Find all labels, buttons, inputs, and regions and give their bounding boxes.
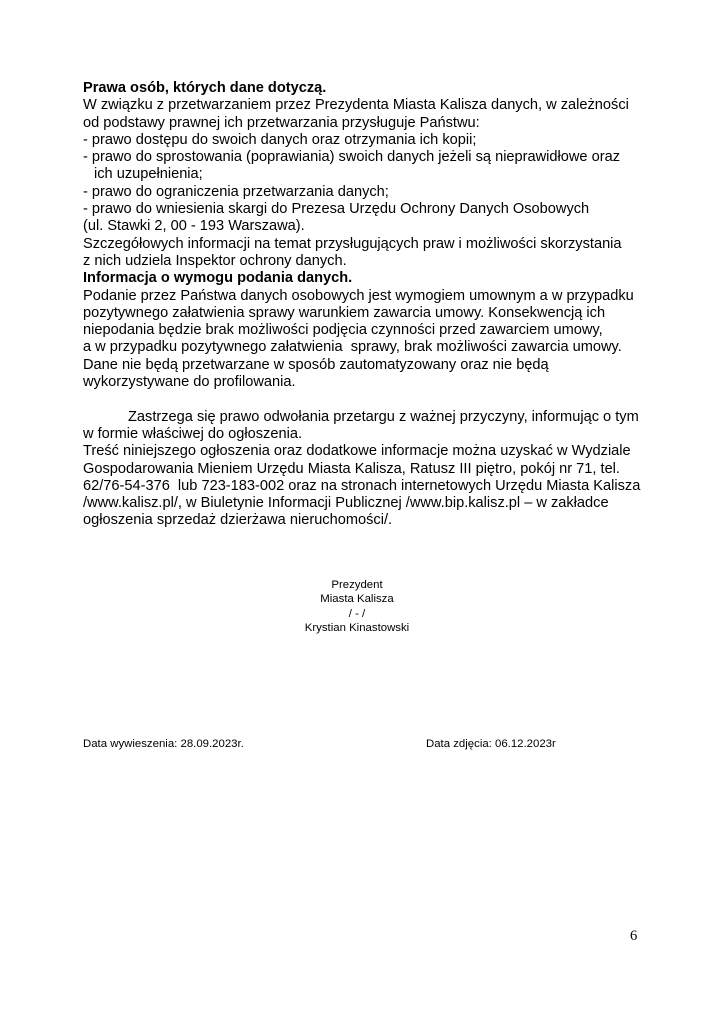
notice-line: Gospodarowania Mieniem Urzędu Miasta Kalisza, Ratusz III piętro, pokój nr 71, tel. (83, 460, 620, 477)
rights-list-item: - prawo do ograniczenia przetwarzania danych; (83, 183, 389, 200)
notice-line: w formie właściwej do ogłoszenia. (83, 425, 302, 442)
rights-heading: Prawa osób, których dane dotyczą. (83, 80, 327, 96)
rights-line: W związku z przetwarzaniem przez Prezydenta Miasta Kalisza danych, w zależności (83, 97, 629, 114)
posting-date: Data wywieszenia: 28.09.2023r. (83, 738, 244, 750)
notice-line: 62/76-54-376 lub 723-183-002 oraz na stronach internetowych Urzędu Miasta Kalisza (83, 477, 641, 494)
requirement-line: wykorzystywane do profilowania. (83, 374, 296, 391)
requirement-line: Dane nie będą przetwarzane w sposób zautomatyzowany oraz nie będą (83, 356, 549, 373)
rights-line: (ul. Stawki 2, 00 - 193 Warszawa). (83, 218, 305, 235)
notice-line: Treść niniejszego ogłoszenia oraz dodatkowe informacje można uzyskać w Wydziale (83, 443, 631, 460)
rights-list-item-continuation: ich uzupełnienia; (94, 166, 203, 183)
signature-name: Krystian Kinastowski (304, 622, 410, 635)
paragraph-spacer (83, 391, 663, 408)
signature-city: Miasta Kalisza (320, 593, 394, 606)
rights-list-item: - prawo do sprostowania (poprawiania) swoich danych jeżeli są nieprawidłowe oraz (83, 149, 620, 166)
notice-line: ogłoszenia sprzedaż dzierżawa nieruchomości/. (83, 512, 393, 529)
requirement-line: a w przypadku pozytywnego załatwienia sprawy, brak możliwości zawarcia umowy. (83, 339, 622, 356)
requirement-line: Podanie przez Państwa danych osobowych jest wymogiem umownym a w przypadku (83, 287, 634, 304)
rights-line: od podstawy prawnej ich przetwarzania przysługuje Państwu: (83, 114, 480, 131)
requirement-line: pozytywnego załatwienia sprawy warunkiem zawarcia umowy. Konsekwencją ich (83, 304, 606, 321)
signature-mark: / - / (348, 607, 366, 620)
requirement-line: niepodania będzie brak możliwości podjęcia czynności przed zawarciem umowy, (83, 322, 603, 339)
notice-line: /www.kalisz.pl/, w Biuletynie Informacji Publicznej /www.bip.kalisz.pl – w zakładce (83, 495, 609, 512)
document-body (83, 80, 663, 530)
removal-date: Data zdjęcia: 06.12.2023r (426, 738, 556, 750)
rights-list-item: - prawo do wniesienia skargi do Prezesa Urzędu Ochrony Danych Osobowych (83, 201, 590, 218)
rights-line: Szczegółowych informacji na temat przysługujących praw i możliwości skorzystania (83, 235, 622, 252)
signature-title: Prezydent (331, 579, 383, 591)
page-number: 6 (630, 928, 638, 944)
rights-list-item: - prawo dostępu do swoich danych oraz otrzymania ich kopii; (83, 131, 477, 148)
rights-line: z nich udziela Inspektor ochrony danych. (83, 252, 347, 269)
notice-line: Zastrzega się prawo odwołania przetargu z ważnej przyczyny, informując o tym (128, 408, 639, 425)
requirement-heading: Informacja o wymogu podania danych. (83, 270, 353, 287)
signature-block (262, 578, 452, 636)
